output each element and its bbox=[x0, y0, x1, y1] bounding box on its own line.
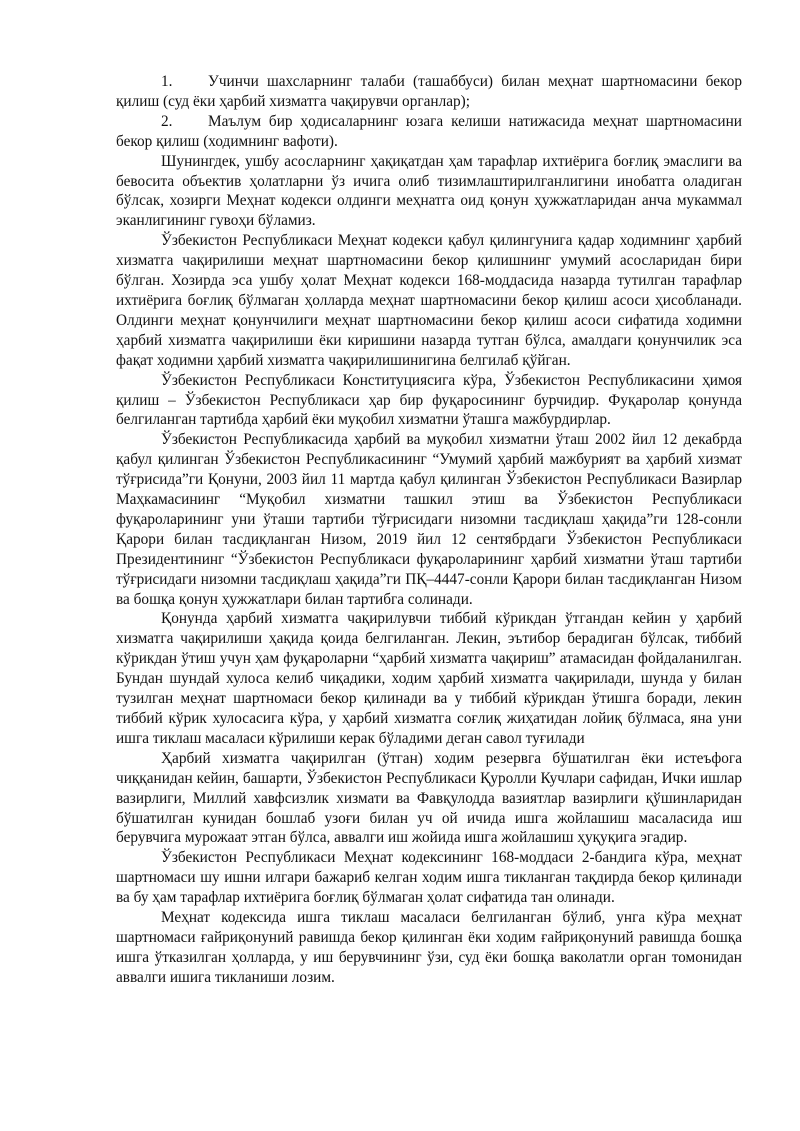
paragraph-8: Меҳнат кодексида ишга тиклаш масаласи белгиланган бўлиб, унга кўра меҳнат шартномаси ғайриқонуний равишда бекор қилинган ёки ходим ғайриқонуний равишда бошқа ишга ўтказилган ҳолларда, у иш берувчининг ўзи, суд ёки бошқа ваколатли орган томонидан аввалги ишига тикланиши лозим. bbox=[116, 909, 742, 986]
paragraph-1: Шунингдек, ушбу асосларнинг ҳақиқатдан ҳам тарафлар ихтиёрига боғлиқ эмаслиги ва бевосита объектив ҳолатларни ўз ичига олиб тизимлаштирилганлигини инобатга оладиган бўлсак, хозирги Меҳнат кодекси олдинги меҳнатга оид қонун ҳужжатларидан анча мукаммал эканлигининг гувоҳи бўламиз. bbox=[116, 152, 742, 230]
paragraph-5: Қонунда ҳарбий хизматга чақирилувчи тиббий кўрикдан ўтгандан кейин у ҳарбий хизматга чақирилиши ҳақида қоида белгиланган. Лекин, эътибор берадиган бўлсак, тиббий кўрикдан ўтиш учун ҳам фуқароларни “ҳарбий хизматга чақириш” атамасидан фойдаланилган. Бундан шундай хулоса келиб чиқадики, ходим ҳарбий хизматга чақирилади, шунда у билан тузилган меҳнат шартномаси бекор қилинади ва у тиббий кўрикдан ўтишга боради, лекин тиббий кўрик хулосасига кўра, у ҳарбий хизматга соғлиқ жиҳатидан лойиқ бўлмаса, яна уни ишга тиклаш масаласи кўрилиши керак бўладими деган савол туғилади bbox=[116, 610, 742, 747]
paragraph-2: Ўзбекистон Республикаси Меҳнат кодекси қабул қилингунига қадар ходимнинг ҳарбий хизматга чақирилиши меҳнат шартномасини бекор қилишнинг умумий асосларидан бири бўлган. Хозирда эса ушбу ҳолат Меҳнат кодекси 168-моддасида назарда тутилган тарафлар ихтиёрига боғлиқ бўлмаган ҳолларда меҳнат шартномасини бекор қилиш асоси ҳисобланади. Олдинги меҳнат қонунчилиги меҳнат шартномасини бекор қилиш асоси сифатида ходимни ҳарбий хизматга чақирилиши ёки киришини назарда тутган бўлса, амалдаги қонунчилик эса фақат ходимни ҳарбий хизматга чақирилишинигина белгилаб қўйган. bbox=[116, 232, 742, 369]
paragraph-4: Ўзбекистон Республикасида ҳарбий ва муқобил хизматни ўташ 2002 йил 12 декабрда қабул қилинган Ўзбекистон Республикасининг “Умумий ҳарбий мажбурият ва ҳарбий хизмат тўғрисида”ги Қонуни, 2003 йил 11 мартда қабул қилинган Ўзбекистон Республикаси Вазирлар Маҳкамасининг “Муқобил хизматни ташкил этиш ва Ўзбекистон Республикаси фуқароларининг уни ўташи тартиби тўғрисидаги низомни тасдиқлаш ҳақида”ги 128-сонли Қарори билан тасдиқланган Низом, 2019 йил 12 сентябрдаги Ўзбекистон Республикаси Президентининг “Ўзбекистон Республикаси фуқароларининг ҳарбий хизматни ўташ тартиби тўғрисидаги низомни тасдиқлаш ҳақида”ги ПҚ–4447-сонли Қарори билан тасдиқланган Низом ва бошқа қонун ҳужжатлари билан тартибга солинади. bbox=[116, 431, 742, 608]
document-page bbox=[116, 72, 742, 988]
list-marker: 2. bbox=[161, 112, 173, 130]
paragraph-7: Ўзбекистон Республикаси Меҳнат кодексининг 168-моддаси 2-бандига кўра, меҳнат шартномаси шу ишни илгари бажариб келган ходим ишга тикланган тақдирда бекор қилинади ва бу ҳам тарафлар ихтиёрига боғлиқ бўлмаган ҳолат сифатида тан олинади. bbox=[116, 849, 742, 907]
list-marker: 1. bbox=[161, 73, 173, 90]
list-item-2 bbox=[116, 112, 742, 152]
list-item-1 bbox=[116, 72, 742, 112]
paragraph-3: Ўзбекистон Республикаси Конституциясига кўра, Ўзбекистон Республикасини ҳимоя қилиш – Ўзбекистон Республикаси ҳар бир фуқаросининг бурчидир. Фуқаролар қонунда белгиланган тартибда ҳарбий ёки муқобил хизматни ўташга мажбурдирлар. bbox=[116, 371, 742, 429]
paragraph-6: Ҳарбий хизматга чақирилган (ўтган) ходим резервга бўшатилган ёки истеъфога чиққанидан кейин, башарти, Ўзбекистон Республикаси Қуролли Кучлари сафидан, Ички ишлар вазирлиги, Миллий хавфсизлик хизмати ва Фавқулодда вазиятлар вазирлиги қўшинларидан бўшатилган кунидан бошлаб узоғи билан уч ой ичида ишга жойлашиш масаласида иш берувчига мурожаат этган бўлса, аввалги иш жойида ишга жойлашиш ҳуқуқига эгадир. bbox=[116, 749, 742, 847]
list-item-text: Учинчи шахсларнинг талаби (ташаббуси) билан меҳнат шартномасини бекор қилиш (суд ёки ҳарбий хизматга чақирувчи органлар); bbox=[116, 73, 742, 110]
list-item-text: Маълум бир ҳодисаларнинг юзага келиши натижасида меҳнат шартномасини бекор қилиш (ходимнинг вафоти). bbox=[116, 112, 742, 150]
